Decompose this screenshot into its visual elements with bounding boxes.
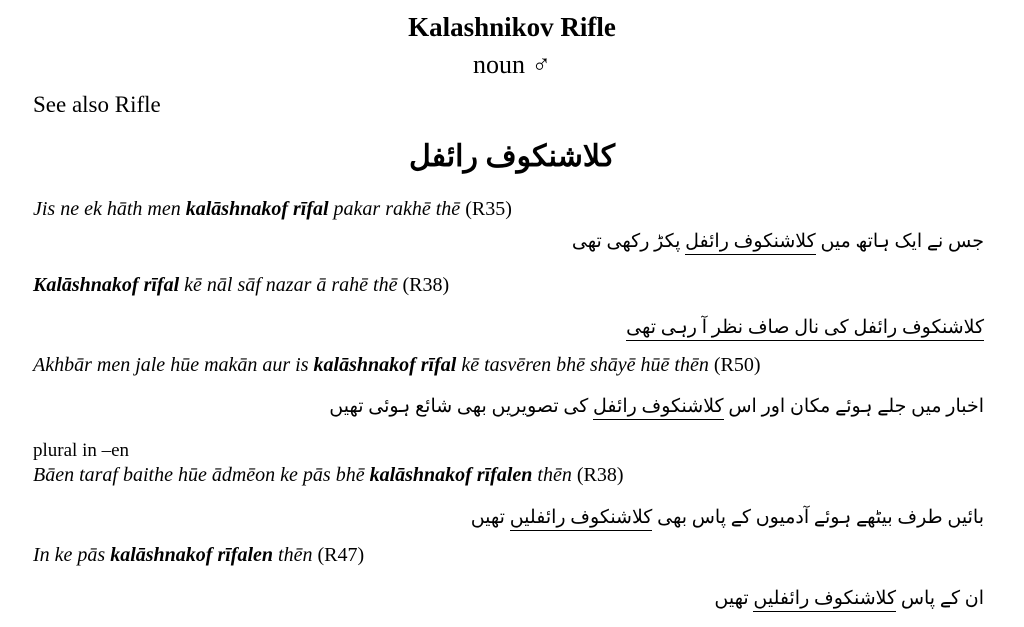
plural-example-translit [33, 462, 624, 488]
source-reference: (R50) [713, 354, 761, 376]
urdu-highlight: کلاشنکوف رائفل [685, 231, 816, 255]
example-urdu [626, 313, 984, 343]
plural-example-urdu [714, 584, 984, 614]
urdu-highlight: کلاشنکوف رائفلیں [753, 588, 896, 612]
urdu-highlight: کلاشنکوف رائفل کی نال صاف نظر آ رہی تھی [626, 317, 984, 341]
urdu-highlight: کلاشنکوف رائفل [593, 396, 724, 420]
translit-text: kē tasvēren bhē shāyē hūē thēn [456, 354, 714, 376]
translit-text: Akhbār men jale hūe makān aur is [33, 354, 314, 376]
translit-text: In ke pās [33, 544, 111, 566]
translit-text: Jis ne ek hāth men [33, 198, 186, 220]
source-reference: (R35) [465, 198, 512, 220]
urdu-text: تھیں [714, 588, 754, 609]
urdu-text: پکڑ رکھی تھی [571, 231, 686, 252]
example-translit [33, 352, 761, 378]
translit-keyword: kalāshnakof rīfal [185, 198, 329, 220]
translit-text: pakar rakhē thē [328, 198, 466, 220]
plural-example-translit [33, 542, 364, 568]
example-translit [33, 196, 512, 222]
translit-text: Bāen taraf baithe hūe ādmēon ke pās bhē [33, 464, 370, 486]
source-reference: (R47) [317, 544, 365, 566]
source-reference: (R38) [402, 274, 450, 296]
plural-example-urdu [471, 503, 984, 533]
translit-keyword: kalāshnakof rīfalen [369, 464, 533, 486]
urdu-headword: کلاشنکوف رائفل [408, 140, 616, 173]
urdu-text: ان کے پاس [896, 588, 984, 609]
urdu-text: کی تصویریں بھی شائع ہوئی تھیں [329, 396, 594, 417]
urdu-text: تھیں [470, 507, 510, 528]
translit-keyword: kalāshnakof rīfal [313, 354, 457, 376]
urdu-highlight: کلاشنکوف رائفلیں [510, 507, 653, 531]
entry-title: Kalashnikov Rifle [408, 12, 616, 42]
translit-keyword: Kalāshnakof rīfal [33, 274, 180, 296]
masculine-gender-icon: ♂ [531, 50, 551, 79]
translit-keyword: kalāshnakof rīfalen [110, 544, 274, 566]
source-reference: (R38) [576, 464, 624, 486]
translit-text: kē nāl sāf nazar ā rahē thē [179, 274, 403, 296]
example-urdu [329, 392, 984, 422]
translit-text: thēn [532, 464, 577, 486]
urdu-text: بائیں طرف بیٹھے ہوئے آدمیوں کے پاس بھی [652, 507, 984, 528]
urdu-text: جس نے ایک ہاتھ میں [815, 231, 984, 252]
pos-label: noun [473, 50, 525, 79]
urdu-text: اخبار میں جلے ہوئے مکان اور اس [723, 396, 984, 417]
example-translit [33, 272, 449, 298]
translit-text: thēn [273, 544, 318, 566]
part-of-speech [0, 49, 1024, 81]
example-urdu [572, 227, 984, 257]
see-also-reference: See also Rifle [33, 92, 161, 117]
plural-note: plural in –en [33, 440, 130, 461]
